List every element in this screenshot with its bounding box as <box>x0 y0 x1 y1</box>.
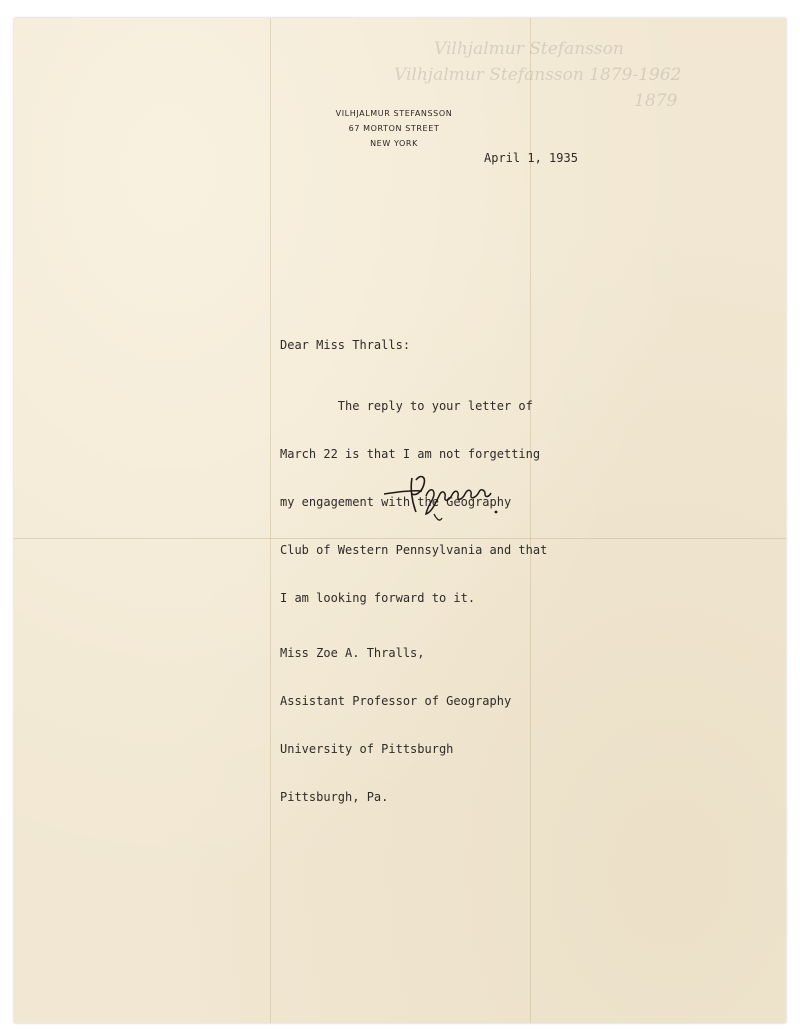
letter-date: April 1, 1935 <box>484 151 578 165</box>
body-line: March 22 is that I am not forgetting <box>280 447 541 461</box>
pencil-note-line: Vilhjalmur Stefansson <box>434 39 624 59</box>
fold-line-vertical-left <box>270 18 271 1023</box>
address-line: University of Pittsburgh <box>280 742 454 756</box>
salutation: Dear Miss Thralls: <box>280 338 411 352</box>
recipient-address <box>280 613 511 837</box>
address-line: Miss Zoe A. Thralls, <box>280 646 425 660</box>
body-line: Club of Western Pennsylvania and that <box>280 543 548 557</box>
letterhead-city: NEW YORK <box>370 139 418 148</box>
address-line: Pittsburgh, Pa. <box>280 790 389 804</box>
letterhead-name: VILHJALMUR STEFANSSON <box>335 109 453 118</box>
faint-pencil-notation <box>374 36 734 114</box>
letterhead <box>304 106 484 151</box>
body-line: my engagement with the Geography <box>280 495 512 509</box>
body-line: The reply to your letter of <box>280 399 533 413</box>
pencil-note-line: 1879 <box>634 91 678 111</box>
handwritten-signature <box>382 468 502 523</box>
pencil-note-line: Vilhjalmur Stefansson 1879-1962 <box>394 65 682 85</box>
letter-page <box>14 18 786 1023</box>
letterhead-street: 67 MORTON STREET <box>348 124 440 133</box>
body-line: I am looking forward to it. <box>280 591 476 605</box>
address-line: Assistant Professor of Geography <box>280 694 512 708</box>
